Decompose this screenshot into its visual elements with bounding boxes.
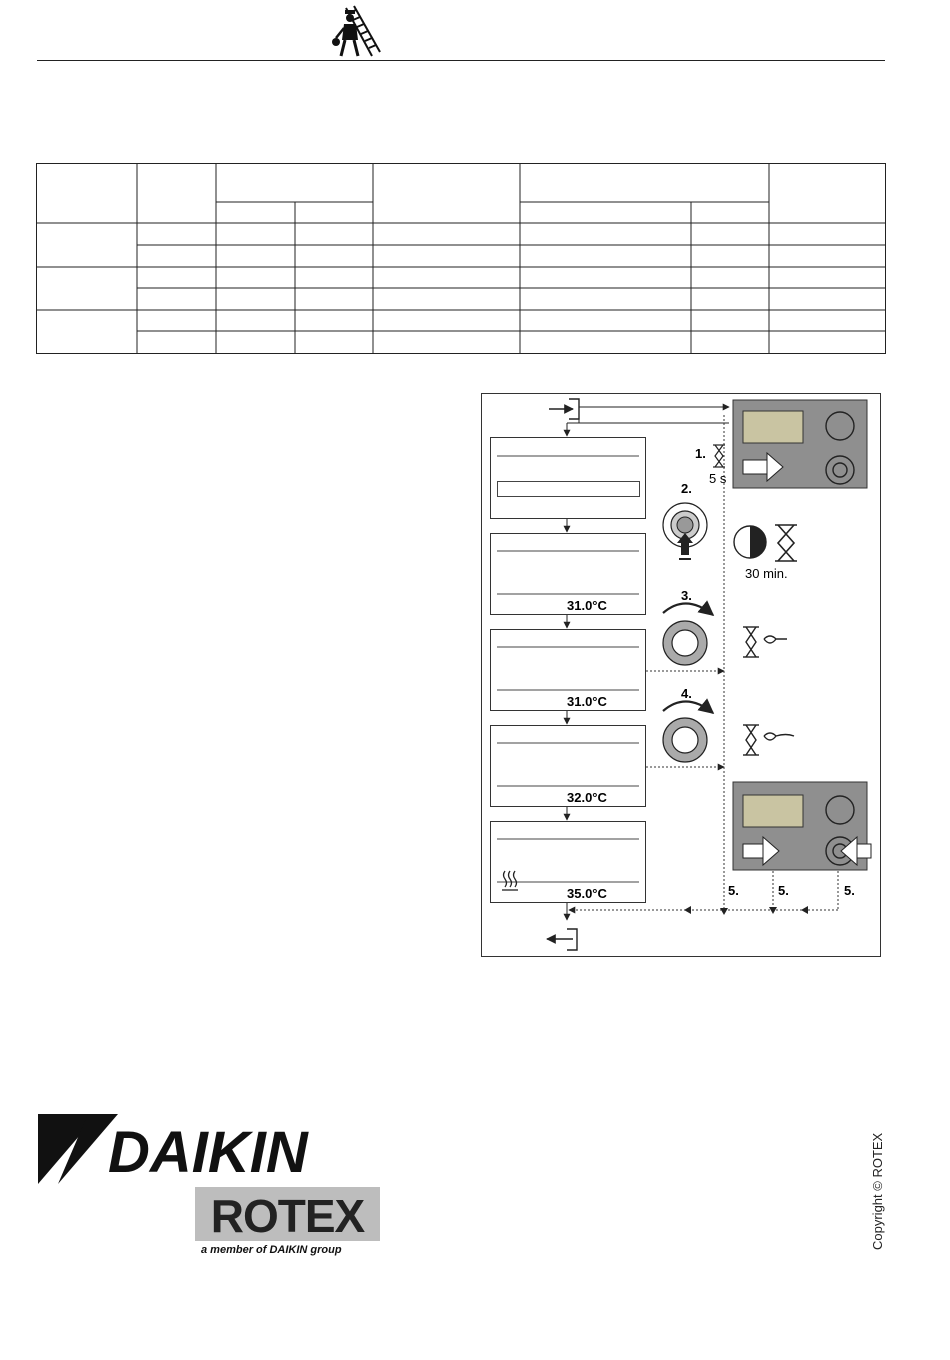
controller-panel-top	[733, 400, 867, 488]
diagram-canvas	[481, 393, 881, 957]
step-5-label-b: 5.	[778, 883, 789, 898]
member-suffix: group	[307, 1244, 342, 1256]
enter-icon	[549, 399, 579, 419]
wait-time-label: 30 min.	[745, 566, 788, 581]
temp-readout-3: 32.0°C	[567, 790, 607, 805]
hourglass-tap-icon-1	[743, 627, 787, 657]
copyright-notice: Copyright © ROTEX	[870, 1132, 885, 1250]
press-knob-icon	[663, 503, 707, 559]
daikin-logo	[36, 1108, 392, 1188]
hourglass-icon-1	[713, 445, 725, 467]
step-1-label: 1.	[695, 446, 706, 461]
step-3-label: 3.	[681, 588, 692, 603]
hourglass-icon-2	[775, 525, 797, 561]
hold-time-label: 5 s	[709, 471, 727, 486]
clock-icon	[734, 526, 766, 558]
daikin-wordmark: DAIKIN	[108, 1120, 308, 1185]
flow-diagram	[481, 393, 881, 957]
turn-knob-icon-1	[663, 603, 713, 665]
exit-icon	[547, 929, 577, 950]
step-4-label: 4.	[681, 686, 692, 701]
header-rule	[37, 60, 885, 61]
step-5-label-a: 5.	[728, 883, 739, 898]
rotex-wordmark: ROTEX	[210, 1190, 365, 1242]
temp-readout-4: 35.0°C	[567, 886, 607, 901]
member-brand: DAIKIN	[269, 1244, 308, 1256]
chimney-sweep-icon	[328, 4, 388, 60]
temp-readout-1: 31.0°C	[567, 598, 607, 613]
data-table	[36, 163, 886, 354]
step-2-label: 2.	[681, 481, 692, 496]
step-5-label-c: 5.	[844, 883, 855, 898]
member-prefix: a member of	[201, 1244, 270, 1256]
rotex-logo	[195, 1187, 380, 1241]
controller-panel-bottom	[733, 782, 871, 870]
temp-readout-2: 31.0°C	[567, 694, 607, 709]
hourglass-tap-icon-2	[743, 725, 794, 755]
table-grid	[36, 163, 886, 354]
turn-knob-icon-2	[663, 701, 713, 762]
member-line	[201, 1244, 391, 1256]
